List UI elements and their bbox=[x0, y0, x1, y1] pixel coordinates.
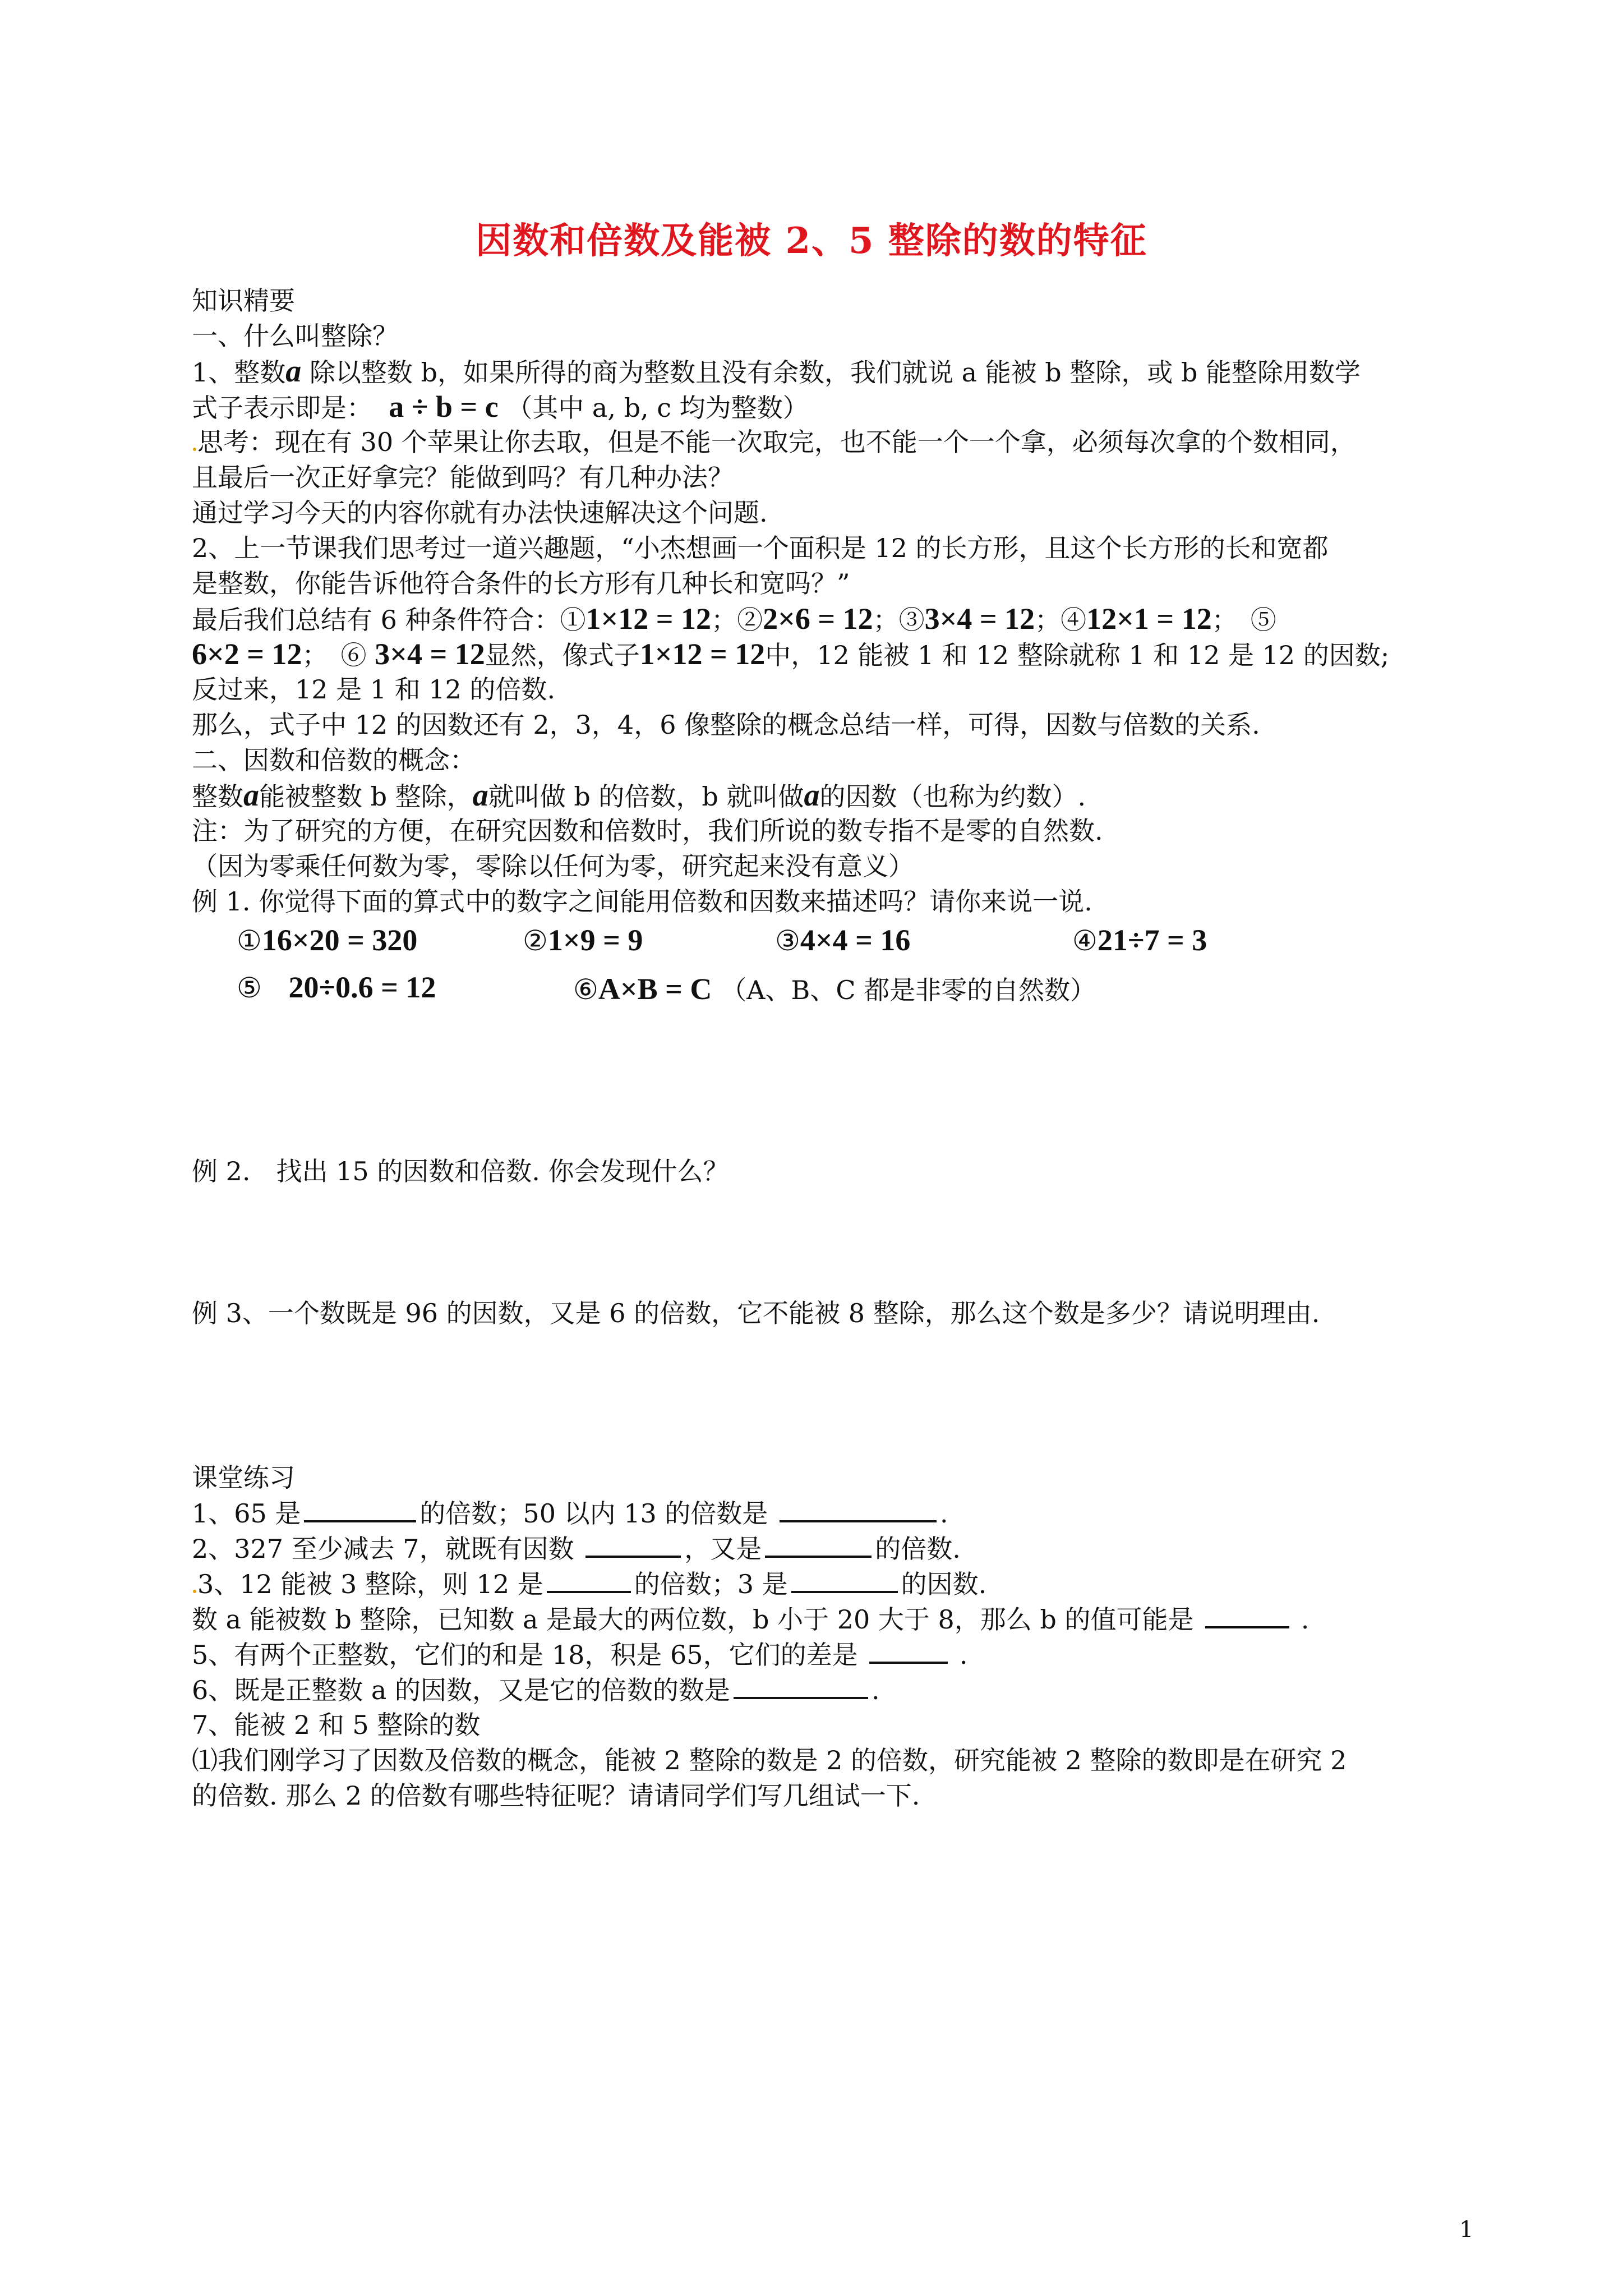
formula: 3×4 = 12 bbox=[924, 602, 1035, 636]
text: 能被整数 b 整除， bbox=[259, 781, 473, 812]
practice-item-4 bbox=[192, 1602, 1482, 1637]
practice-item-3 bbox=[192, 1566, 1482, 1602]
text: . bbox=[939, 1498, 948, 1529]
text: ；③ bbox=[873, 605, 925, 635]
formula: 3×4 = 12 bbox=[375, 637, 485, 671]
text: ；② bbox=[711, 605, 763, 635]
practice-item-7: 7、能被 2 和 5 整除的数 bbox=[192, 1710, 481, 1740]
practice-item-1 bbox=[192, 1496, 1482, 1531]
note-2: （因为零乘任何数为零，零除以任何为零，研究起来没有意义） bbox=[192, 851, 914, 881]
paragraph-interest-2: 是整数，你能告诉他符合条件的长方形有几种长和宽吗？” bbox=[192, 568, 850, 599]
paragraph-conditions-1 bbox=[192, 601, 1482, 637]
text: ，又是 bbox=[684, 1534, 762, 1564]
section-knowledge-label: 知识精要 bbox=[192, 286, 295, 316]
text: 中，12 能被 1 和 12 整除就称 1 和 12 是 12 的因数; bbox=[765, 640, 1390, 670]
text: 数 a 能被数 b 整除，已知数 a 是最大的两位数，b 小于 20 大于 8，那么 b 的值可能是 bbox=[192, 1604, 1194, 1635]
example-1-row-2 bbox=[192, 967, 1482, 1014]
answer-blank[interactable] bbox=[780, 1496, 937, 1522]
text: 就叫做 b 的倍数，b 就叫做 bbox=[488, 781, 804, 812]
text: . bbox=[871, 1675, 880, 1705]
example-3-question: 例 3、一个数既是 96 的因数，又是 6 的倍数，它不能被 8 整除，那么这个数是多少？请说明理由. bbox=[192, 1298, 1320, 1328]
variable-a: a bbox=[285, 354, 302, 389]
paragraph-conditions-2 bbox=[192, 637, 1482, 672]
answer-blank[interactable] bbox=[765, 1531, 872, 1558]
text: 整数 bbox=[192, 781, 243, 812]
variable-a: a bbox=[472, 778, 488, 813]
variable-a: a bbox=[804, 778, 820, 813]
text: . bbox=[1301, 1604, 1310, 1635]
paragraph-relation: 那么，式子中 12 的因数还有 2，3，4，6 像整除的概念总结一样，可得，因数与倍数的关系. bbox=[192, 710, 1260, 740]
text: 式子表示即是： bbox=[192, 393, 372, 423]
formula: a ÷ b = c bbox=[389, 390, 499, 424]
text: 思考：现在有 30 个苹果让你去取，但是不能一次取完，也不能一个一个拿，必须每次拿的个数相同， bbox=[197, 427, 1356, 457]
paragraph-concept bbox=[192, 778, 1482, 813]
practice-heading: 课堂练习 bbox=[192, 1462, 295, 1493]
example-item: ①16×20 = 320 bbox=[237, 923, 418, 957]
practice-item-5 bbox=[192, 1637, 1482, 1672]
example-1-row-1 bbox=[192, 919, 1482, 967]
example-item: ⑥A×B = C （A、B、C 都是非零的自然数） bbox=[573, 972, 1096, 1006]
text: 除以整数 b，如果所得的商为整数且没有余数，我们就说 a 能被 b 整除，或 b 能整除用数学 bbox=[301, 357, 1361, 388]
text: （其中 a, b, c 均为整数） bbox=[506, 393, 809, 423]
example-item: ⑤ 20÷0.6 = 12 bbox=[237, 970, 436, 1004]
example-item: ②1×9 = 9 bbox=[523, 923, 643, 957]
answer-blank[interactable] bbox=[869, 1637, 948, 1664]
example-1-question: 例 1. 你觉得下面的算式中的数字之间能用倍数和因数来描述吗？请你来说一说. bbox=[192, 886, 1092, 917]
example-item: ④21÷7 = 3 bbox=[1072, 923, 1207, 957]
paragraph-conversely: 反过来，12 是 1 和 12 的倍数. bbox=[192, 674, 556, 705]
paragraph-definition-cont bbox=[192, 389, 1482, 425]
answer-blank[interactable] bbox=[1205, 1602, 1289, 1628]
section-2-heading: 二、因数和倍数的概念： bbox=[192, 745, 476, 775]
text: 的因数. bbox=[901, 1569, 987, 1599]
text: 1、整数 bbox=[192, 357, 286, 388]
text: 的倍数；3 是 bbox=[634, 1569, 788, 1599]
formula: 2×6 = 12 bbox=[763, 602, 873, 636]
section-1-heading: 一、什么叫整除？ bbox=[192, 321, 398, 351]
answer-blank[interactable] bbox=[734, 1672, 868, 1699]
text: 5、有两个正整数，它们的和是 18，积是 65，它们的差是 bbox=[192, 1640, 858, 1670]
text: 的因数（也称为约数）. bbox=[819, 781, 1086, 812]
text: . bbox=[959, 1640, 968, 1670]
answer-blank[interactable] bbox=[585, 1531, 681, 1558]
text: ； ⑤ bbox=[1211, 605, 1276, 635]
formula: 12×1 = 12 bbox=[1086, 602, 1212, 636]
formula: 6×2 = 12 bbox=[192, 637, 302, 671]
example-item: ③4×4 = 16 bbox=[775, 923, 911, 957]
example-2-question: 例 2. 找出 15 的因数和倍数. 你会发现什么？ bbox=[192, 1156, 729, 1186]
text: ； ⑥ bbox=[302, 640, 375, 670]
marker-dot bbox=[193, 1590, 196, 1593]
page-number: 1 bbox=[1459, 2217, 1474, 2243]
example-note: （A、B、C 都是非零的自然数） bbox=[721, 975, 1096, 1005]
text: ；④ bbox=[1035, 605, 1087, 635]
think-line-1 bbox=[192, 425, 1482, 460]
text: 1、65 是 bbox=[192, 1498, 301, 1529]
paragraph-definition bbox=[192, 354, 1482, 389]
note: 注：为了研究的方便，在研究因数和倍数时，我们所说的数专指不是零的自然数. bbox=[192, 816, 1103, 846]
think-line-3: 通过学习今天的内容你就有办法快速解决这个问题. bbox=[192, 498, 768, 528]
formula: 1×12 = 12 bbox=[639, 637, 766, 671]
text: 显然，像式子 bbox=[485, 640, 640, 670]
text: 的倍数；50 以内 13 的倍数是 bbox=[419, 1498, 768, 1529]
text: 最后我们总结有 6 种条件符合：① bbox=[192, 605, 586, 635]
text: 6、既是正整数 a 的因数，又是它的倍数的数是 bbox=[192, 1675, 730, 1705]
page-title: 因数和倍数及能被 2、5 整除的数的特征 bbox=[476, 220, 1147, 262]
practice-item-6 bbox=[192, 1672, 1482, 1708]
practice-item-7-part-2: 的倍数. 那么 2 的倍数有哪些特征呢？请请同学们写几组试一下. bbox=[192, 1780, 920, 1811]
text: 2、327 至少减去 7，就既有因数 bbox=[192, 1534, 574, 1564]
practice-item-2 bbox=[192, 1531, 1482, 1566]
answer-blank[interactable] bbox=[304, 1496, 416, 1522]
text: 的倍数. bbox=[875, 1534, 961, 1564]
marker-dot bbox=[193, 448, 196, 451]
practice-item-7-part-1: ⑴我们刚学习了因数及倍数的概念，能被 2 整除的数是 2 的倍数，研究能被 2 整除的数即是在研究 2 bbox=[192, 1745, 1347, 1775]
answer-blank[interactable] bbox=[791, 1566, 898, 1593]
think-line-2: 且最后一次正好拿完？能做到吗？有几种办法？ bbox=[192, 462, 734, 493]
paragraph-interest-1: 2、上一节课我们思考过一道兴趣题，“小杰想画一个面积是 12 的长方形，且这个长方形的长和宽都 bbox=[192, 533, 1329, 563]
document-body bbox=[192, 283, 1482, 1814]
text: 3、12 能被 3 整除，则 12 是 bbox=[197, 1569, 543, 1599]
formula: 1×12 = 12 bbox=[585, 602, 712, 636]
variable-a: a bbox=[243, 778, 259, 813]
answer-blank[interactable] bbox=[547, 1566, 631, 1593]
